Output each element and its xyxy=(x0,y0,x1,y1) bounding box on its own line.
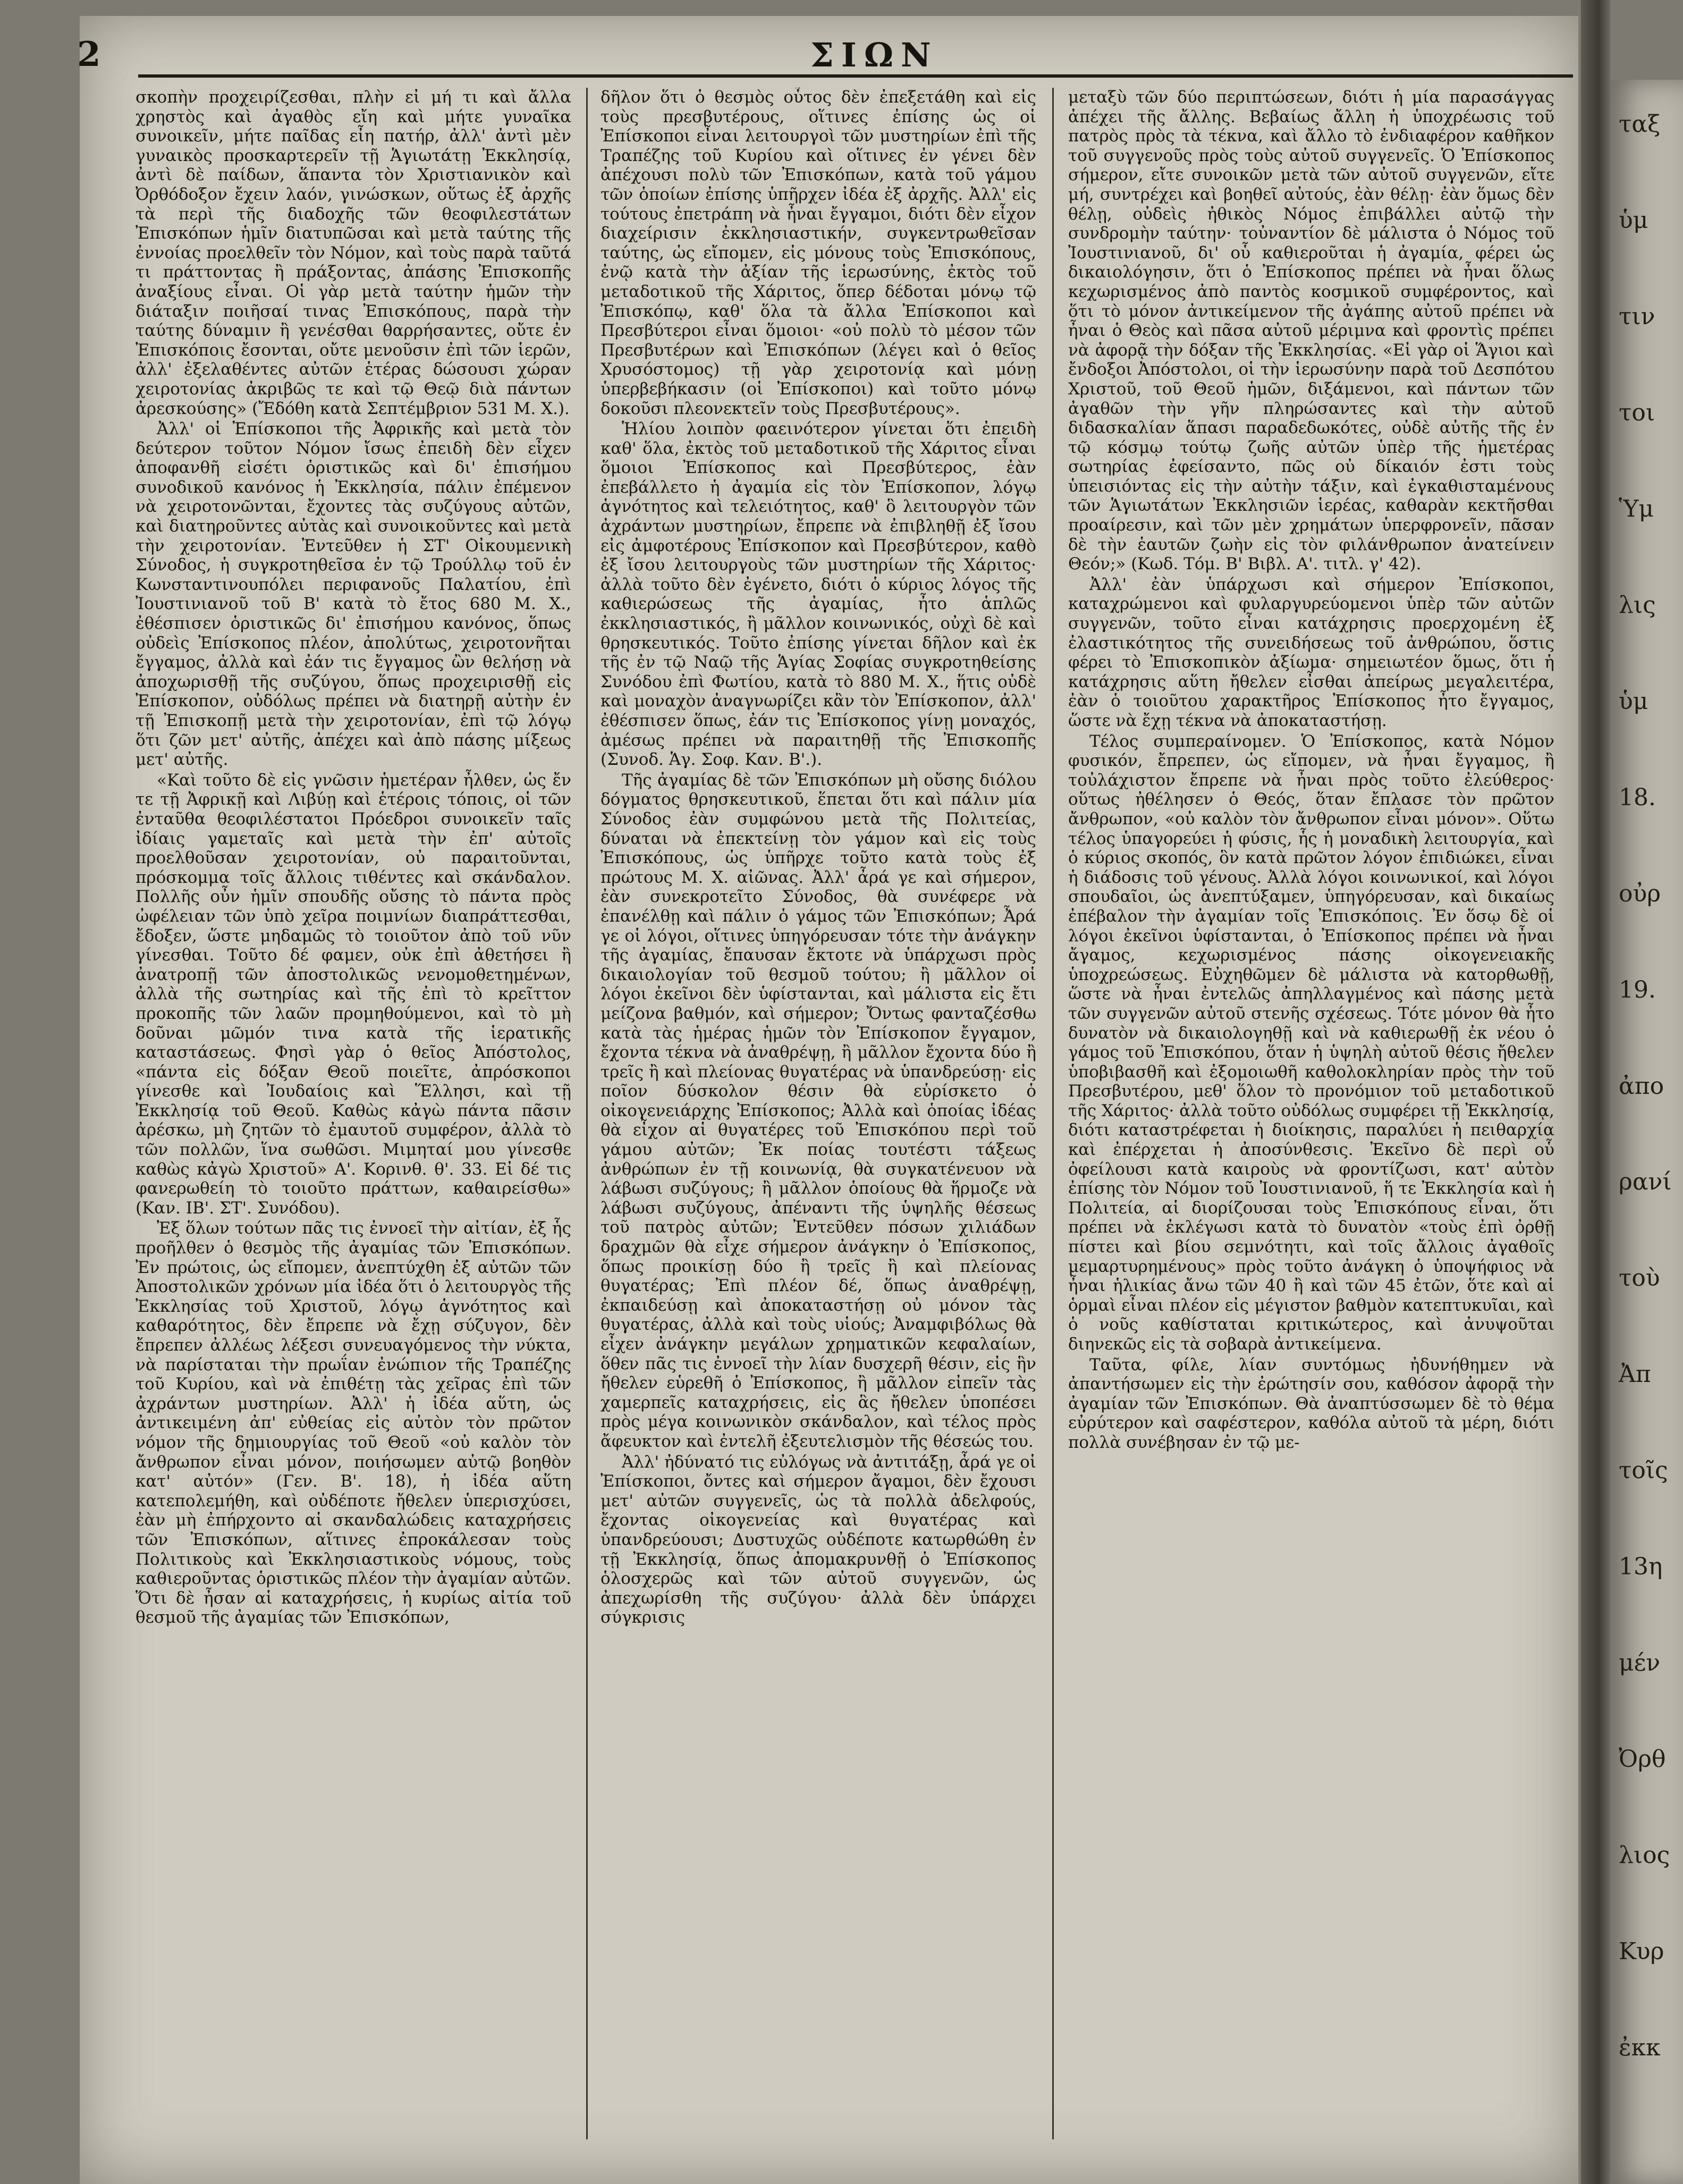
paragraph: Ἀλλ' οἱ Ἐπίσκοποι τῆς Ἀφρικῆς καὶ μετὰ τὸν δεύτερον τοῦτον Νόμον ἴσως ἐπειδὴ δὲν εἶχεν ἀποφανθῆ εἰσέτι ὁριστικῶς καὶ δι' ἐπισήμου συνοδικοῦ κανόνος ἡ Ἐκκλησία, πάλιν ἐπέμενον νὰ χειροτονῶνται, ἔχοντες τὰς συζύγους αὐτῶν, καὶ διατηροῦντες αὐτὰς καὶ συνοικοῦντες καὶ μετὰ τὴν χειροτονίαν. Ἐντεῦθεν ἡ ΣΤ' Οἰκουμενικὴ Σύνοδος, ἡ συγκροτηθεῖσα ἐν τῷ Τρούλλῳ τοῦ ἐν Κωνσταντινουπόλει περιφανοῦς Παλατίου, ἐπὶ Ἰουστινιανοῦ τοῦ Β' κατὰ τὸ ἔτος 680 Μ. Χ., ἐθέσπισεν ὁριστικῶς δι' ἐπισήμου κανόνος, ὅπως οὐδεὶς Ἐπίσκοπος πλέον, ἀπολύτως, χειροτονῆται ἔγγαμος, ἀλλὰ καὶ ἐάν τις ἔγγαμος ὢν θελήσῃ νὰ ἀποχωρισθῇ τῆς συζύγου, ὅπως προχειρισθῇ εἰς Ἐπίσκοπον, οὐδόλως πρέπει νὰ διατηρῇ αὐτὴν ἐν τῇ Ἐπισκοπῇ μετὰ τὴν χειροτονίαν, ἐπὶ τῷ λόγῳ ὅτι ζῶν μετ' αὐτῆς, ἀπέχει καὶ ἀπὸ πάσης μίξεως μετ' αὐτῆς. xyxy=(136,419,571,770)
paragraph: «Καὶ τοῦτο δὲ εἰς γνῶσιν ἡμετέραν ἦλθεν, ὡς ἔν τε τῇ Ἀφρικῇ καὶ Λιβύῃ καὶ ἑτέροις τόποις, οἱ τῶν ἐνταῦθα θεοφιλέστατοι Πρόεδροι συνοικεῖν ταῖς ἰδίαις γαμεταῖς καὶ μετὰ τὴν ἐπ' αὐτοῖς προελθοῦσαν χειροτονίαν, οὐ παραιτοῦνται, πρόσκομμα τοῖς ἄλλοις τιθέντες καὶ σκάνδαλον. Πολλῆς οὖν ἡμῖν σπουδῆς οὔσης τὸ πάντα πρὸς ὠφέλειαν τῶν ὑπὸ χεῖρα ποιμνίων διαπράττεσθαι, ἔδοξεν, ὥστε μηδαμῶς τὸ τοιοῦτον ἀπὸ τοῦ νῦν γίνεσθαι. Τοῦτο δέ φαμεν, οὐκ ἐπὶ ἀθετήσει ἢ ἀνατροπῇ τῶν ἀποστολικῶς νενομοθετημένων, ἀλλὰ τῆς σωτηρίας καὶ τῆς ἐπὶ τὸ κρεῖττον προκοπῆς τῶν λαῶν προμηθούμενοι, καὶ τὸ μὴ δοῦναι μῶμόν τινα κατὰ τῆς ἱερατικῆς καταστάσεως. Φησὶ γὰρ ὁ θεῖος Ἀπόστολος, «πάντα εἰς δόξαν Θεοῦ ποιεῖτε, ἀπρόσκοποι γίνεσθε καὶ Ἰουδαίοις καὶ Ἕλλησι, καὶ τῇ Ἐκκλησίᾳ τοῦ Θεοῦ. Καθὼς κἀγὼ πάντα πᾶσιν ἀρέσκω, μὴ ζητῶν τὸ ἐμαυτοῦ συμφέρον, ἀλλὰ τὸ τῶν πολλῶν, ἵνα σωθῶσι. Μιμηταί μου γίνεσθε καθὼς κἀγὼ Χριστοῦ» Α'. Κορινθ. θ'. 33. Εἰ δέ τις φανερωθείη τὸ τοιοῦτο πράττων, καθαιρείσθω» (Καν. ΙΒ'. ΣΤ'. Συνόδου). xyxy=(136,770,571,1218)
next-page-fragment: ὑμ xyxy=(1619,207,1648,234)
next-page-fragment: Ὀρθ xyxy=(1619,1745,1666,1773)
paragraph: σκοπὴν προχειρίζεσθαι, πλὴν εἰ μή τι καὶ ἄλλα χρηστὸς καὶ ἀγαθὸς εἴη καὶ μήτε γυναῖκα συνοικεῖν, μήτε παῖδας εἶη πατήρ, ἀλλ' ἀντὶ μὲν γυναικὸς προσκαρτερεῖν τῇ Ἁγιωτάτῃ Ἐκκλησίᾳ, ἀντὶ δὲ παίδων, ἅπαντα τὸν Χριστιανικὸν καὶ Ὀρθόδοξον ἔχειν λαόν, γινώσκων, οὕτως ἐξ ἀρχῆς τὰ περὶ τῆς διαδοχῆς τῶν θεοφιλεστάτων Ἐπισκόπων ἡμῖν διατυπῶσαι καὶ μετὰ ταύτης τῆς ἐννοίας προελθεῖν τὸν Νόμον, καὶ τοὺς παρὰ ταῦτά τι πράττοντας ἢ πράξοντας, ἀπάσης Ἐπισκοπῆς ἀναξίους εἶναι. Οἱ γὰρ μετὰ ταύτην ἡμῶν τὴν διάταξιν ποιῆσαί τινας Ἐπισκόπους, παρὰ τὴν ταύτης δύναμιν ἢ γενέσθαι θαρρήσαντες, οὔτε ἐν Ἐπισκόποις ἔσονται, οὔτε μενοῦσιν ἐπὶ τῶν ἱερῶν, ἀλλ' ἐξελαθέντες αὐτῶν ἑτέρας δώσουσι χώραν χειροτονίας ἀκριβῶς τε καὶ τῷ Θεῷ διὰ πάντων ἀρεσκούσης» (Ἔδόθη κατὰ Σεπτέμβριον 531 Μ. Χ.). xyxy=(136,88,571,418)
paragraph: Ἀλλ' ἠδύνατό τις εὐλόγως νὰ ἀντιτάξῃ, ἆρά γε οἱ Ἐπίσκοποι, ὄντες καὶ σήμερον ἄγαμοι, δὲν ἔχουσι μετ' αὐτῶν συγγενεῖς, ὡς τὰ πολλὰ ἀδελφούς, ἔχοντας οἰκογενείας καὶ θυγατέρας καὶ ὑπανδρεύουσι; Δυστυχῶς οὐδέποτε κατωρθώθη ἐν τῇ Ἐκκλησίᾳ, ὅπως ἀπομακρυνθῇ ὁ Ἐπίσκοπος ὁλοσχερῶς καὶ τῶν αὐτοῦ συγγενῶν, ὡς ἀπεχωρίσθη τῆς συζύγου· ἀλλὰ δὲν ὑπάρχει σύγκρισις xyxy=(601,1452,1036,1628)
next-page-fragment: ἀπο xyxy=(1619,1073,1664,1100)
paragraph: Ἀλλ' ἐὰν ὑπάρχωσι καὶ σήμερον Ἐπίσκοποι, καταχρώμενοι καὶ φυλαργυρεύομενοι ὑπὲρ τῶν αὐτῶν συγγενῶν, τοῦτο εἶναι κατάχρησις προερχομένη ἐξ ἐλαστικότητος τῆς συνειδήσεως τοῦ ἀνθρώπου, ὅστις φέρει τὸ Ἐπισκοπικὸν ἀξίωμα· σημειωτέον ὅμως, ὅτι ἡ κατάχρησις αὕτη ἤθελεν εἶσθαι ἀπείρως μεγαλειτέρα, ἐὰν ὁ τοιοῦτου χαρακτῆρος Ἐπίσκοπος ἦτο ἔγγαμος, ὥστε νὰ ἔχῃ τέκνα νὰ ἀποκαταστήσῃ. xyxy=(1068,575,1554,730)
next-page-fragment: 19. xyxy=(1619,976,1656,1004)
paragraph: Τῆς ἀγαμίας δὲ τῶν Ἐπισκόπων μὴ οὔσης διόλου δόγματος θρησκευτικοῦ, ἕπεται ὅτι καὶ πάλιν μία Σύνοδος ἐὰν συμφώνου μετὰ τῆς Πολιτείας, δύναται νὰ ἐπεκτείνῃ τὸν γάμον καὶ εἰς τοὺς Ἐπισκόπους, ὡς ὑπῆρχε τοῦτο κατὰ τοὺς ἐξ πρώτους Μ. Χ. αἰῶνας. Ἀλλ' ἆρά γε καὶ σήμερον, ἐὰν συνεκροτεῖτο Σύνοδος, θὰ συνέφερε νὰ ἐπανέλθῃ καὶ πάλιν ὁ γάμος τῶν Ἐπισκόπων; Ἆρά γε οἱ λόγοι, οἵτινες ὑπηγόρευσαν τότε τὴν ἀνάγκην τῆς ἀγαμίας, ἔπαυσαν ἔκτοτε νὰ ὑπάρχωσι πρὸς δικαιολογίαν τοῦ θεσμοῦ τούτου; ἢ μᾶλλον οἱ λόγοι ἐκεῖνοι δὲν ὑφίστανται, καὶ μάλιστα εἰς ἔτι μείζονα βαθμόν, καὶ σήμερον; Ὄντως φανταζέσθω κατὰ τὰς ἡμέρας ἡμῶν τὸν Ἐπίσκοπον ἔγγαμον, ἔχοντα τέκνα νὰ ἀναθρέψῃ, ἢ μᾶλλον ἔχοντα δύο ἢ τρεῖς ἢ καὶ πλείονας θυγατέρας νὰ ὑπανδρεύσῃ· εἰς ποῖον δύσκολον θέσιν θὰ εὑρίσκετο ὁ οἰκογενειάρχης Ἐπίσκοπος; Ἀλλὰ καὶ ὁποίας ἰδέας θὰ εἶχον αἱ θυγατέρες τοῦ Ἐπισκόπου περὶ τοῦ γάμου αὐτῶν; Ἐκ ποίας τουτέστι τάξεως ἀνθρώπων ἐν τῇ κοινωνίᾳ, θὰ συγκατένευον νὰ λάβωσι συζύγους; ἢ μᾶλλον ὁποίους θὰ ἥρμοζε νὰ λάβωσι συζύγους, ἀπέναντι τῆς ὑψηλῆς θέσεως τοῦ πατρὸς αὐτῶν; Ἐντεῦθεν πόσων χιλιάδων δραχμῶν θὰ εἶχε σήμερον ἀνάγκην ὁ Ἐπίσκοπος, ὅπως προικίσῃ δύο ἢ τρεῖς ἢ καὶ πλείονας θυγατέρας; Ἐπὶ πλέον δέ, ὅπως ἀναθρέψῃ, ἐκπαιδεύσῃ καὶ ἀποκαταστήσῃ οὐ μόνον τὰς θυγατέρας, ἀλλὰ καὶ τοὺς υἱούς; Ἀναμφιβόλως θὰ εἶχεν ἀνάγκην μεγάλων χρηματικῶν κεφαλαίων, ὅθεν πᾶς τις ἐννοεῖ τὴν λίαν δυσχερῆ θέσιν, εἰς ἣν ἤθελεν εὑρεθῆ ὁ Ἐπίσκοπος, ἢ μᾶλλον εἰπεῖν τὰς χαμερπεῖς καταχρήσεις, εἰς ἃς ἤθελεν ὑποπέσει πρὸς μέγα κοινωνικὸν σκάνδαλον, καὶ τέλος πρὸς ἄφευκτον καὶ ἐντελῆ ἐξευτελισμὸν τῆς θέσεώς του. xyxy=(601,770,1036,1451)
next-page-fragment: τοῖς xyxy=(1619,1457,1668,1484)
next-page-fragment: τοι xyxy=(1619,399,1655,426)
article-column-1 xyxy=(136,88,571,2145)
paragraph: Ἡλίου λοιπὸν φαεινότερον γίνεται ὅτι ἐπειδὴ καθ' ὅλα, ἐκτὸς τοῦ μεταδοτικοῦ τῆς Χάριτος εἶναι ὅμοιοι Ἐπίσκοπος καὶ Πρεσβύτερος, ἐὰν ἐπεβάλλετο ἡ ἀγαμία εἰς τὸν Ἐπίσκοπον, λόγῳ ἁγνότητος καὶ τελειότητος, καθ' ὃ λειτουργὸν τῶν ἀχράντων μυστηρίων, ἔπρεπε νὰ ἐπιβληθῇ ἐξ ἴσου εἰς ἀμφοτέρους Ἐπίσκοπον καὶ Πρεσβύτερον, καθὸ ἐξ ἴσου λειτουργοὺς τῶν μυστηρίων τῆς Χάριτος· ἀλλὰ τοῦτο δὲν ἐγένετο, διότι ὁ κύριος λόγος τῆς καθιερώσεως τῆς ἀγαμίας, ἦτο ἁπλῶς ἐκκλησιαστικός, ἢ μᾶλλον κοινωνικός, οὐχὶ δὲ καὶ θρησκευτικός. Τοῦτο ἐπίσης γίνεται δῆλον καὶ ἐκ τῆς ἐν τῷ Ναῷ τῆς Ἁγίας Σοφίας συγκροτηθείσης Συνόδου ἐπὶ Φωτίου, κατὰ τὸ 880 Μ. Χ., ἥτις οὐδὲ καὶ μοναχὸν ἀναγνωρίζει κἂν τὸν Ἐπίσκοπον, ἀλλ' ἐθέσπισεν ὅπως, ἐάν τις Ἐπίσκοπος γίνῃ μοναχός, ἀμέσως πρέπει νὰ παραιτηθῇ τῆς Ἐπισκοπῆς (Συνοδ. Ἁγ. Σοφ. Καν. Β'.). xyxy=(601,419,1036,770)
next-page-fragment: 18. xyxy=(1619,784,1656,811)
paragraph: μεταξὺ τῶν δύο περιπτώσεων, διότι ἡ μία παρασάγγας ἀπέχει τῆς ἄλλης. Βεβαίως ἄλλη ἡ ὑποχρέωσις τοῦ πατρὸς πρὸς τὰ τέκνα, καὶ ἄλλο τὸ ἐνδιαφέρον καθῆκον τοῦ συγγενοῦς πρὸς τοὺς αὐτοῦ συγγενεῖς. Ὁ Ἐπίσκοπος σήμερον, εἴτε συνοικῶν μετὰ τῶν αὐτοῦ συγγενῶν, εἴτε μή, συντρέχει καὶ βοηθεῖ αὐτούς, ἐὰν θέλῃ· ἐὰν ὅμως δὲν θέλῃ, οὐδεὶς ἠθικὸς Νόμος ἐπιβάλλει αὐτῷ τὴν συνδρομὴν ταύτην· τοὐναντίον δὲ μάλιστα ὁ Νόμος τοῦ Ἰουστινιανοῦ, δι' οὗ καθιεροῦται ἡ ἀγαμία, φέρει ὡς δικαιολόγησιν, ὅτι ὁ Ἐπίσκοπος πρέπει νὰ ἦναι ὅλως κεχωρισμένος ἀπὸ παντὸς κοσμικοῦ συμφέροντος, καὶ ὅτι τὸ μόνον ἀντικείμενον τῆς ἀγάπης αὐτοῦ πρέπει νὰ ἦναι ὁ Θεὸς καὶ πᾶσα αὐτοῦ μέριμνα καὶ φροντὶς πρέπει νὰ ἀφορᾷ τὴν δόξαν τῆς Ἐκκλησίας. «Εἰ γὰρ οἱ Ἅγιοι καὶ ἔνδοξοι Ἀπόστολοι, οἱ τὴν ἱερωσύνην παρὰ τοῦ Δεσπότου Χριστοῦ, τοῦ Θεοῦ ἡμῶν, διξάμενοι, καὶ πάντων τῶν ἀγαθῶν τὴν γῆν πληρώσαντες καὶ τὴν αὐτοῦ διδασκαλίαν ἅπασι παραδεδωκότες, οὐδὲ αὐτῆς τῆς ἐν τῷ κόσμῳ τούτῳ ζωῆς αὐτῶν ὑπὲρ τῆς ἡμετέρας σωτηρίας ἐφείσαντο, πῶς οὐ δίκαιόν ἐστι τοὺς ὑπεισιόντας εἰς τὴν αὐτὴν τάξιν, καὶ ἐγκαθισταμένους τῶν Ἁγιωτάτων Ἐκκλησιῶν ἱερέας, καθαρὰν κεκτῆσθαι προαίρεσιν, καὶ τῶν μὲν χρημάτων ὑπερφρονεῖν, πᾶσαν δὲ τὴν ἑαυτῶν ζωὴν εἰς τὸν φιλάνθρωπον ἀνατείνειν Θεόν;» (Κωδ. Τόμ. Β' Βιβλ. Α'. τιτλ. γ' 42). xyxy=(1068,88,1554,574)
next-page-fragment: οὐρ xyxy=(1619,880,1661,907)
next-page-fragment: 13η xyxy=(1619,1553,1663,1580)
column-divider xyxy=(586,88,588,2139)
next-page-fragment: λις xyxy=(1619,592,1656,619)
next-page-fragment: Κυρ xyxy=(1619,1938,1664,1965)
article-column-2 xyxy=(601,88,1036,2145)
page-gutter xyxy=(1581,0,1610,2184)
next-page-fragment: λιος xyxy=(1619,1842,1670,1869)
page-number: 2 xyxy=(77,35,101,74)
masthead: ΣΙΩΝ xyxy=(810,36,938,74)
column-divider xyxy=(1052,88,1054,2139)
paragraph: δῆλον ὅτι ὁ θεσμὸς οὗτος δὲν ἐπεξετάθη καὶ εἰς τοὺς πρεσβυτέρους, οἵτινες ἐπίσης ὡς οἱ Ἐπίσκοποι εἶναι λειτουργοὶ τῶν μυστηρίων ἐπὶ τῆς Τραπέζης τοῦ Κυρίου καὶ οἵτινες ἐν γένει δὲν ἀπέχουσι πολὺ τῶν Ἐπισκόπων, κατὰ τοῦ γάμου τῶν ὁποίων ἐπίσης ὑπῆρχεν ἰδέα ἐξ ἀρχῆς. Ἀλλ' εἰς τούτους ἐπετράπη νὰ ἦναι ἔγγαμοι, διότι δὲν εἶχον διαχείρισιν ἐκκλησιαστικήν, συγκεντρωθεῖσαν ταύτης, ὡς εἴπομεν, εἰς μόνους τοὺς Ἐπισκόπους, ἐνῷ κατὰ τὴν ἀξίαν τῆς ἱερωσύνης, ἐκτὸς τοῦ μεταδοτικοῦ τῆς Χάριτος, ὅπερ δέδοται μόνῳ τῷ Ἐπισκόπῳ, καθ' ὅλα τὰ ἄλλα Ἐπίσκοποι καὶ Πρεσβύτεροι εἶναι ὅμοιοι· «οὐ πολὺ τὸ μέσον τῶν Πρεσβυτέρων καὶ Ἐπισκόπων (λέγει καὶ ὁ θεῖος Χρυσόστομος) τῇ γὰρ χειροτονίᾳ καὶ μόνῃ ὑπερβεβήκασιν (οἱ Ἐπίσκοποι) καὶ τοῦτο μόνῳ δοκοῦσι πλεονεκτεῖν τοὺς Πρεσβυτέρους». xyxy=(601,88,1036,418)
next-page-fragment: μέν xyxy=(1619,1649,1661,1676)
paragraph: Τέλος συμπεραίνομεν. Ὁ Ἐπίσκοπος, κατὰ Νόμον φυσικόν, ἔπρεπεν, ὡς εἴπομεν, νὰ ἦναι ἔγγαμος, ἢ τοὐλάχιστον ἔπρεπε νὰ ἦναι πρὸς τοῦτο ἐλεύθερος· οὕτως ἠθέλησεν ὁ Θεός, ὅταν ἔπλασε τὸν πρῶτον ἄνθρωπον, «οὐ καλὸν τὸν ἄνθρωπον εἶναι μόνον». Οὕτω τέλος ὑπαγορεύει ἡ φύσις, ἧς ἡ μοναδικὴ λειτουργία, καὶ ὁ κύριος σκοπός, ὃν κατὰ πρῶτον λόγον ἐπιδιώκει, εἶναι ἡ διάδοσις τοῦ γένους. Ἀλλὰ λόγοι κοινωνικοί, καὶ λόγοι σπουδαῖοι, ὡς ἀνεπτύξαμεν, ὑπηγόρευσαν, καὶ δικαίως ἐπέβαλον τὴν ἀγαμίαν τοῖς Ἐπισκόποις. Ἐν ὅσῳ δὲ οἱ λόγοι ἐκεῖνοι ὑφίστανται, ὁ Ἐπίσκοπος πρέπει νὰ ἦναι ἄγαμος, κεχωρισμένος πάσης οἰκογενειακῆς ὑποχρεώσεως. Εὐχηθῶμεν δὲ μάλιστα νὰ κατορθωθῇ, ὥστε νὰ ἦναι ἐντελῶς ἀπηλλαγμένος καὶ πάσης μετὰ τῶν συγγενῶν αὐτοῦ στενῆς σχέσεως. Τότε μόνον θὰ ἦτο δυνατὸν νὰ δικαιολογηθῇ καὶ νὰ καθιερωθῇ ἐκ νέου ὁ γάμος τοῦ Ἐπισκόπου, ὅταν ἡ ὑψηλὴ αὐτοῦ θέσις ἤθελεν ὑποβιβασθῆ καὶ ἐξομοιωθῆ καθολοκληρίαν πρὸς τὴν τοῦ Πρεσβυτέρου, μεθ' ὅλον τὸ προνόμιον τοῦ μεταδοτικοῦ τῆς Χάριτος· ἀλλὰ τοῦτο οὐδόλως συμφέρει τῇ Ἐκκλησίᾳ, διότι καταστρέφεται ἡ διοίκησις, παραλύει ἡ πειθαρχία καὶ ἐπέρχεται ἡ ἀποσύνθεσις. Ἐκεῖνο δὲ περὶ οὗ ὀφείλουσι κατὰ καιροὺς νὰ φροντίζωσι, κατ' αὐτὸν ἐπίσης τὸν Νόμον τοῦ Ἰουστινιανοῦ, ἥ τε Ἐκκλησία καὶ ἡ Πολιτεία, αἱ διορίζουσαι τοὺς Ἐπισκόπους εἶναι, ὅτι πρέπει νὰ ἐκλέγωσι κατὰ τὸ δυνατὸν «τοὺς ἐπὶ ὀρθῇ πίστει καὶ βίου σεμνότητι, καὶ τοῖς ἄλλοις ἀγαθοῖς μεμαρτυρημένους» πρὸς τοῦτο ἀνάγκη ὁ ὑποψήφιος νὰ ἦναι ἡλικίας ἄνω τῶν 40 ἢ καὶ τῶν 45 ἐτῶν, ὅτε καὶ αἱ ὁρμαὶ εἶναι πλέον εἰς μέγιστον βαθμὸν κατεπτυκυῖαι, καὶ ὁ νοῦς καθίσταται κριτικώτερος, καὶ ἀνυψοῦται διηνεκῶς εἰς τὰ σοβαρὰ ἀντικείμενα. xyxy=(1068,731,1554,1354)
next-page-fragment: τιν xyxy=(1619,303,1655,330)
header-rule xyxy=(138,74,1573,78)
next-page-fragment: ταξ xyxy=(1619,111,1661,138)
next-page-fragment: ὑμ xyxy=(1619,688,1648,715)
next-page-fragment: τοὺ xyxy=(1619,1264,1660,1292)
paragraph: Ἐξ ὅλων τούτων πᾶς τις ἐννοεῖ τὴν αἰτίαν, ἐξ ἧς προῆλθεν ὁ θεσμὸς τῆς ἀγαμίας τῶν Ἐπισκόπων. Ἐν πρώτοις, ὡς εἴπομεν, ἀνεπτύχθη ἐξ αὐτῶν τῶν Ἀποστολικῶν χρόνων μία ἰδέα ὅτι ὁ λειτουργὸς τῆς Ἐκκλησίας τοῦ Χριστοῦ, λόγῳ ἁγνότητος καὶ καθαρότητος, δὲν ἔπρεπε νὰ ἔχῃ σύζυγον, δὲν ἔπρεπεν ἀλλέως λέξεσι συνευαγόμενος τὴν νύκτα, νὰ παρίσταται τὴν πρωΐαν ἐνώπιον τῆς Τραπέζης τοῦ Κυρίου, καὶ νὰ ἐπιθέτῃ τὰς χεῖρας ἐπὶ τῶν ἀχράντων μυστηρίων. Ἀλλ' ἡ ἰδέα αὕτη, ὡς ἀντικειμένη ἀπ' εὐθείας εἰς αὐτὸν τὸν πρῶτον νόμον τῆς δημιουργίας τοῦ Θεοῦ «οὐ καλὸν τὸν ἄνθρωπον εἶναι μόνον, ποιήσωμεν αὐτῷ βοηθὸν κατ' αὐτόν» (Γεν. Β'. 18), ἡ ἰδέα αὕτη κατεπολεμήθη, καὶ οὐδέποτε ἤθελεν ὑπερισχύσει, ἐὰν μὴ ἐπήρχοντο αἱ σκανδαλώδεις καταχρήσεις τῶν Ἐπισκόπων, αἵτινες ἐπροκάλεσαν τοὺς Πολιτικοὺς καὶ Ἐκκλησιαστικοὺς νόμους, τοὺς καθιεροῦντας ὁριστικῶς πλέον τὴν ἀγαμίαν αὐτῶν. Ὅτι δὲ ἦσαν αἱ καταχρήσεις, ἡ κυρίως αἰτία τοῦ θεσμοῦ τῆς ἀγαμίας τῶν Ἐπισκόπων, xyxy=(136,1219,571,1628)
adjacent-page-edge xyxy=(1610,80,1683,2184)
next-page-fragment: Ὑμ xyxy=(1619,495,1654,522)
article-column-3 xyxy=(1068,88,1554,2145)
next-page-fragment: Ἀπ xyxy=(1619,1361,1651,1388)
next-page-fragment: ἐκκ xyxy=(1619,2034,1661,2061)
paragraph: Ταῦτα, φίλε, λίαν συντόμως ἠδυνήθημεν νὰ ἀπαντήσωμεν εἰς τὴν ἐρώτησίν σου, καθόσον ἀφορᾷ τὴν ἀγαμίαν τῶν Ἐπισκόπων. Θὰ ἀναπτύσσωμεν δὲ τὸ θέμα εὐρύτερον καὶ σαφέστερον, καθόλα αὐτοῦ τὰ μέρη, διότι πολλὰ συνέβησαν ἐν τῷ με- xyxy=(1068,1355,1554,1452)
next-page-fragment: ρανί xyxy=(1619,1168,1672,1195)
page-header xyxy=(77,35,1581,93)
